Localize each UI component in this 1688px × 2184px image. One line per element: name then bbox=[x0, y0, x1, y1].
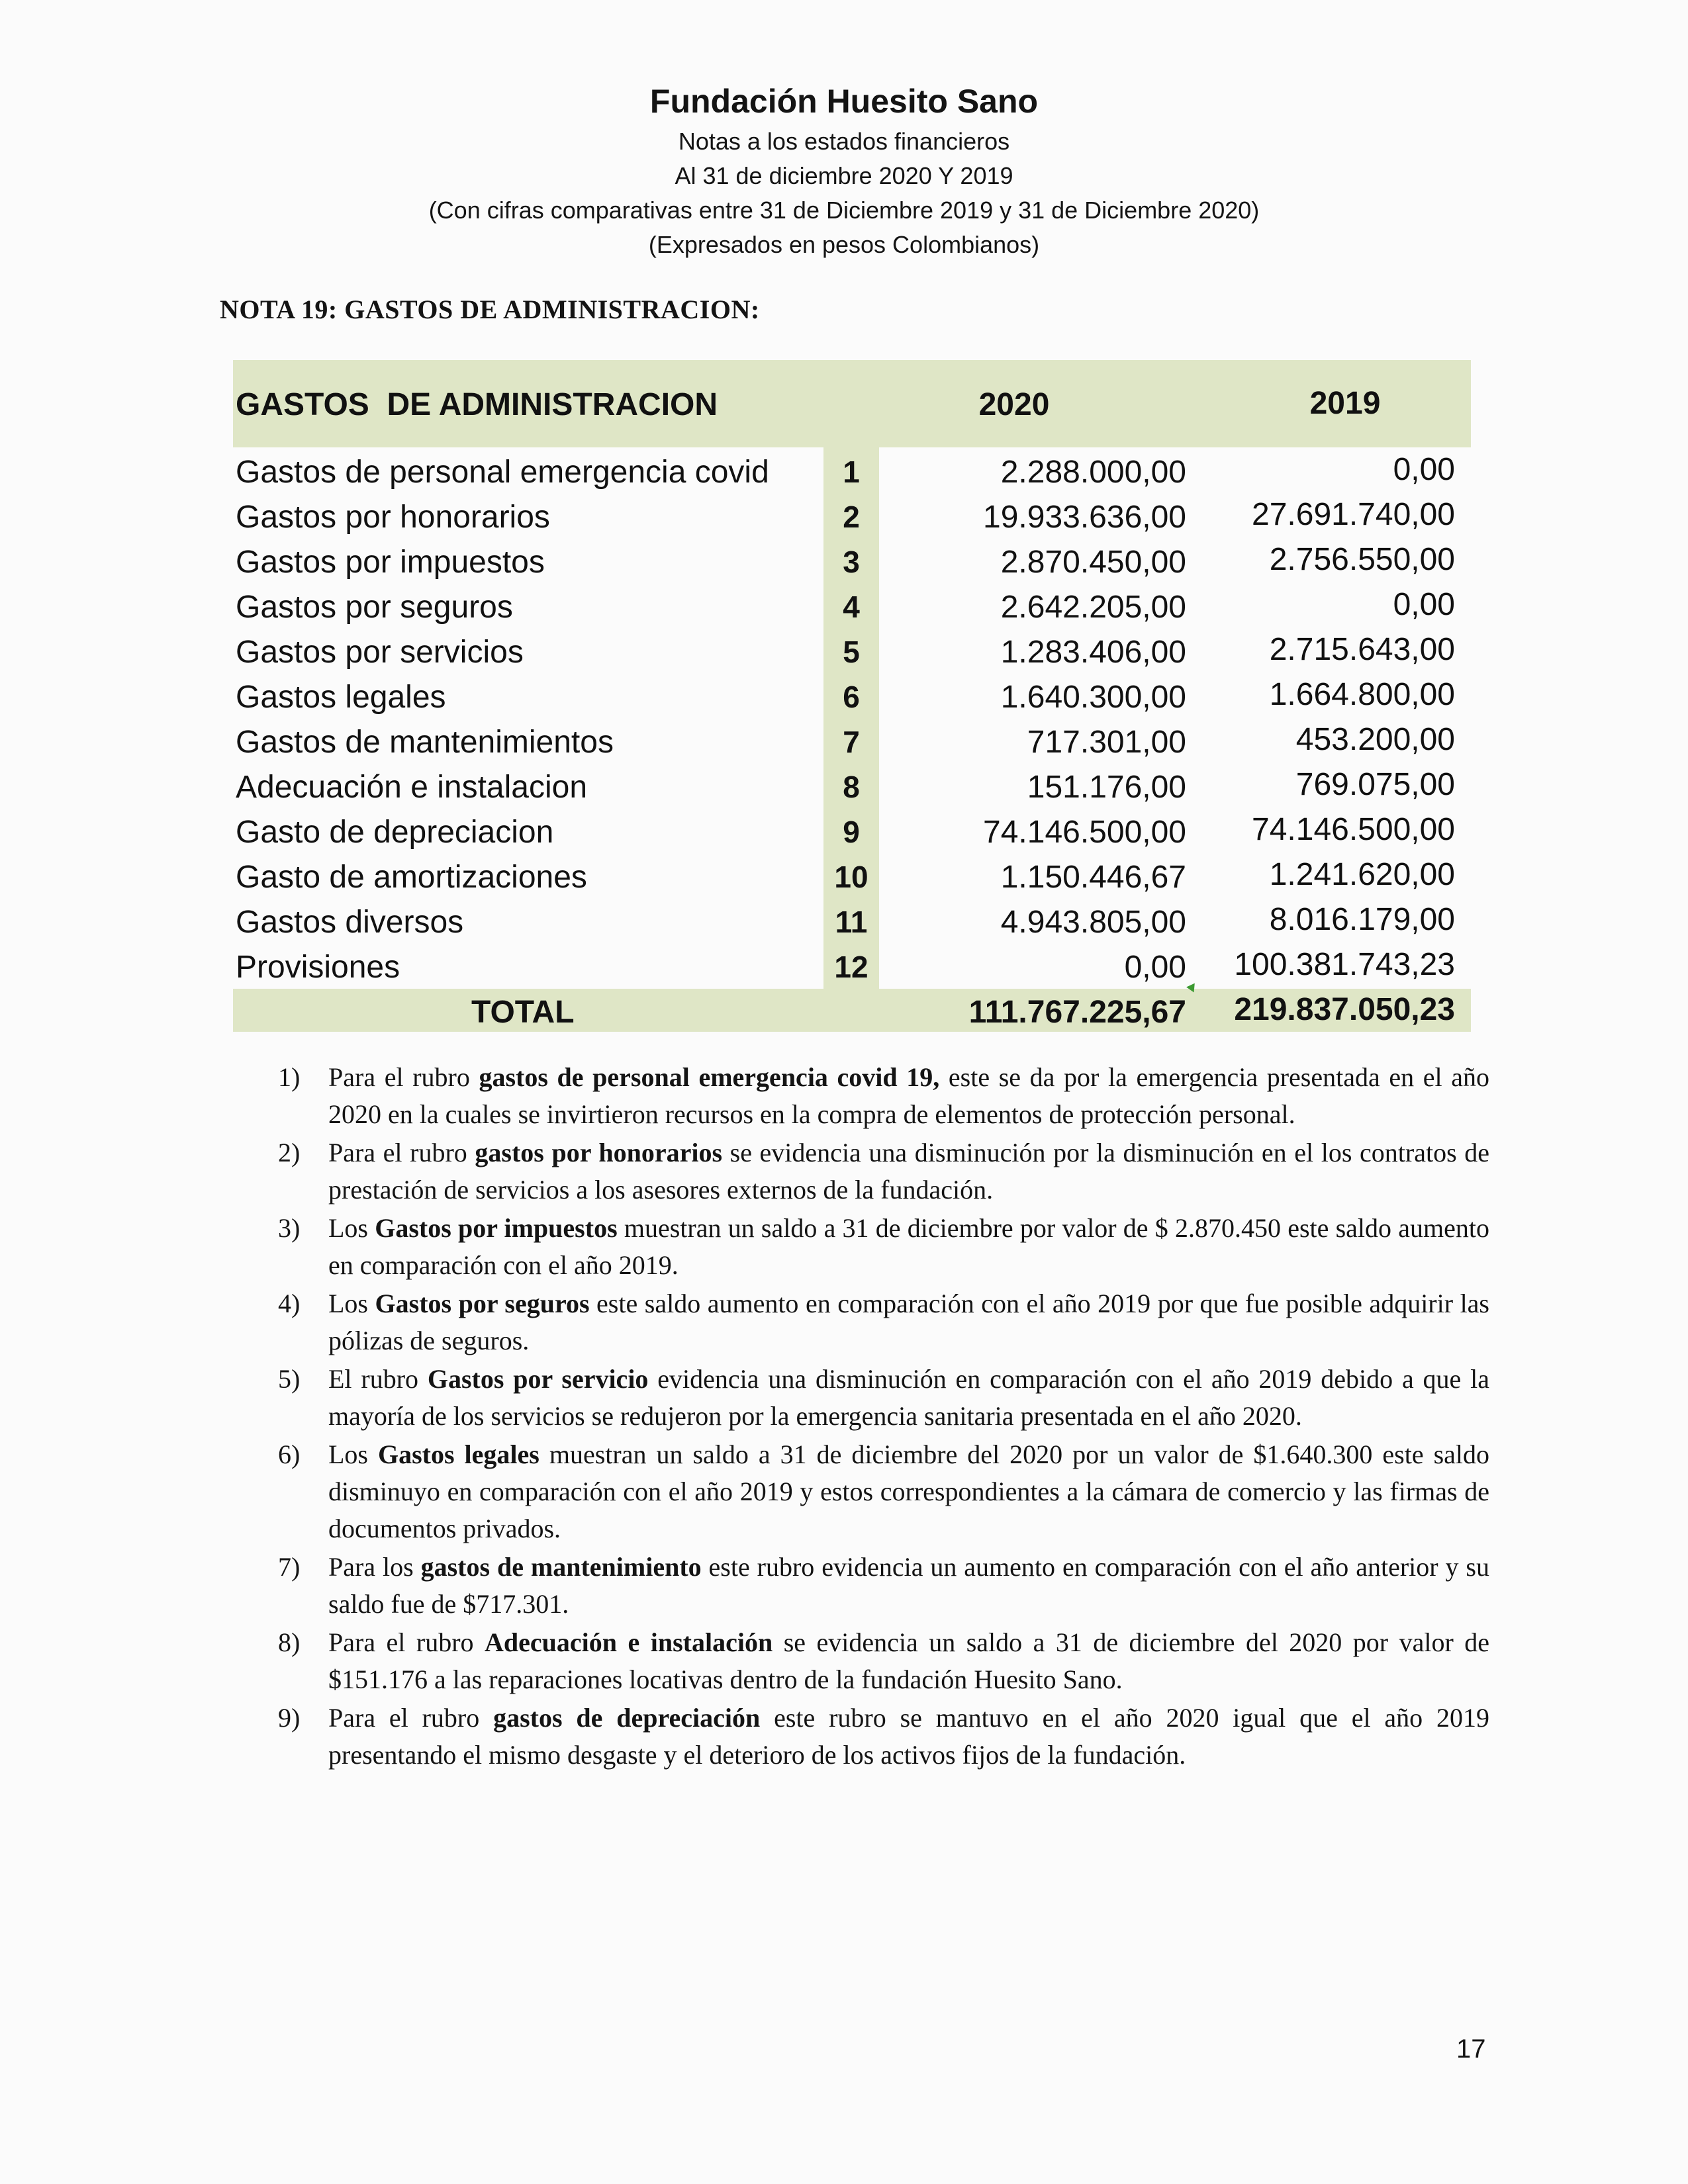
row-value-2020: 1.150.446,67 bbox=[1000, 860, 1186, 895]
table-header-label: GASTOS DE ADMINISTRACION bbox=[236, 387, 718, 422]
note-text-pre: Para el rubro bbox=[328, 1627, 485, 1657]
row-value-2019: 769.075,00 bbox=[1295, 767, 1455, 802]
row-note-number: 9 bbox=[843, 815, 860, 849]
page-number: 17 bbox=[1456, 2034, 1486, 2064]
total-label: TOTAL bbox=[471, 995, 575, 1030]
note-number: 6) bbox=[278, 1439, 301, 1469]
note-text bbox=[328, 1436, 1489, 1547]
row-note-number: 11 bbox=[835, 905, 868, 939]
row-value-2020: 1.283.406,00 bbox=[1000, 635, 1186, 670]
note-number: 1) bbox=[278, 1062, 301, 1092]
note-text bbox=[328, 1624, 1489, 1698]
note-text-pre: Para el rubro bbox=[328, 1062, 479, 1092]
note-text-pre: Los bbox=[328, 1289, 375, 1318]
table-row bbox=[233, 852, 1471, 896]
row-value-2020: 4.943.805,00 bbox=[1000, 905, 1186, 940]
row-value-2019: 1.664.800,00 bbox=[1269, 677, 1455, 712]
row-value-2019: 453.200,00 bbox=[1295, 722, 1455, 757]
row-value-2019: 8.016.179,00 bbox=[1269, 902, 1455, 937]
note-text bbox=[328, 1700, 1489, 1774]
row-value-2020: 151.176,00 bbox=[1027, 770, 1186, 805]
note-text-pre: Los bbox=[328, 1439, 378, 1469]
row-value-2019: 100.381.743,23 bbox=[1234, 947, 1455, 982]
organization-title: Fundación Huesito Sano bbox=[649, 83, 1039, 120]
note-number: 2) bbox=[278, 1138, 301, 1167]
header-subtitle: Notas a los estados financieros bbox=[678, 128, 1010, 155]
table-header bbox=[233, 360, 1471, 447]
note-text-post: muestran un saldo a 31 de diciembre del 2020 por un valor de $1.640.300 este saldo disminuyo en comparación con el año 2019 y estos correspondientes a la cámara de comercio y las firmas de documentos privados. bbox=[328, 1439, 1490, 1543]
row-label: Provisiones bbox=[236, 950, 400, 985]
row-note-number: 5 bbox=[843, 635, 860, 669]
note-text-pre: Los bbox=[328, 1213, 375, 1243]
header-date: Al 31 de diciembre 2020 Y 2019 bbox=[675, 162, 1013, 189]
row-label: Gasto de depreciacion bbox=[236, 815, 554, 850]
notes-list bbox=[278, 1059, 1489, 1775]
table-row bbox=[233, 762, 1471, 806]
note-number: 9) bbox=[278, 1703, 301, 1733]
table-header-2020: 2020 bbox=[978, 387, 1050, 422]
note-text-bold: gastos de personal emergencia covid 19, bbox=[479, 1062, 940, 1092]
document-header bbox=[0, 78, 1688, 262]
row-note-number: 2 bbox=[843, 500, 860, 534]
note-text-bold: Adecuación e instalación bbox=[485, 1627, 773, 1657]
header-comparative-note: (Con cifras comparativas entre 31 de Diciembre 2019 y 31 de Diciembre 2020) bbox=[428, 197, 1260, 224]
note-text-post: este se da por la emergencia presentada en el año 2020 en la cuales se invirtieron recursos en la compra de elementos de protección personal. bbox=[328, 1062, 1489, 1129]
note-text-post: muestran un saldo a 31 de diciembre por valor de $ 2.870.450 este saldo aumento en comparación con el año 2019. bbox=[328, 1213, 1489, 1280]
row-note-number: 7 bbox=[843, 725, 860, 759]
row-value-2020: 2.642.205,00 bbox=[1000, 590, 1186, 625]
total-value-2019: 219.837.050,23 bbox=[1234, 992, 1455, 1027]
table-row bbox=[233, 627, 1471, 671]
header-currency-note: (Expresados en pesos Colombianos) bbox=[648, 231, 1040, 258]
note-item bbox=[278, 1361, 1489, 1435]
row-note-number: 12 bbox=[834, 950, 868, 984]
note-item bbox=[278, 1059, 1489, 1133]
row-value-2019: 2.715.643,00 bbox=[1269, 632, 1455, 667]
row-value-2020: 74.146.500,00 bbox=[983, 815, 1186, 850]
note-number: 5) bbox=[278, 1364, 301, 1394]
total-value-2020: 111.767.225,67 bbox=[968, 995, 1186, 1030]
table-row bbox=[233, 447, 1471, 491]
row-label: Gasto de amortizaciones bbox=[236, 860, 587, 895]
row-value-2019: 74.146.500,00 bbox=[1252, 812, 1455, 847]
table-total-row bbox=[233, 989, 1471, 1032]
note-item bbox=[278, 1549, 1489, 1623]
row-value-2020: 2.288.000,00 bbox=[1000, 455, 1186, 490]
note-text-pre: Para el rubro bbox=[328, 1703, 494, 1733]
note-text bbox=[328, 1059, 1489, 1133]
table-row bbox=[233, 942, 1471, 986]
note-text-post: evidencia una disminución en comparación con el año 2019 debido a que la mayoría de los servicios se redujeron por la emergencia sanitaria presentada en el año 2020. bbox=[328, 1364, 1490, 1431]
note-item bbox=[278, 1624, 1489, 1698]
note-text bbox=[328, 1210, 1489, 1284]
row-note-number: 6 bbox=[843, 680, 860, 714]
table-header-2019: 2019 bbox=[1309, 386, 1381, 421]
table-row bbox=[233, 672, 1471, 716]
note-item bbox=[278, 1210, 1489, 1284]
note-item bbox=[278, 1285, 1489, 1359]
note-text-bold: Gastos por seguros bbox=[375, 1289, 590, 1318]
row-value-2019: 0,00 bbox=[1393, 452, 1455, 487]
row-value-2020: 1.640.300,00 bbox=[1000, 680, 1186, 715]
table-row bbox=[233, 897, 1471, 941]
row-label: Gastos por impuestos bbox=[236, 545, 545, 580]
row-value-2019: 0,00 bbox=[1393, 587, 1455, 622]
note-item bbox=[278, 1700, 1489, 1774]
row-label: Gastos por servicios bbox=[236, 635, 524, 670]
table-row bbox=[233, 717, 1471, 761]
row-note-number: 3 bbox=[843, 545, 860, 579]
row-label: Gastos diversos bbox=[236, 905, 464, 940]
row-note-number: 1 bbox=[843, 455, 860, 489]
note-text-bold: gastos por honorarios bbox=[475, 1138, 723, 1167]
note-text-post: este saldo aumento en comparación con el año 2019 por que fue posible adquirir las pólizas de seguros. bbox=[328, 1289, 1489, 1355]
note-text-post: este rubro evidencia un aumento en comparación con el año anterior y su saldo fue de $717.301. bbox=[328, 1552, 1489, 1619]
note-text-bold: gastos de mantenimiento bbox=[420, 1552, 702, 1582]
row-label: Gastos de mantenimientos bbox=[236, 725, 614, 760]
note-text-bold: gastos de depreciación bbox=[493, 1703, 761, 1733]
note-number: 3) bbox=[278, 1213, 301, 1243]
note-text-post: se evidencia una disminución por la disminución en el los contratos de prestación de servicios a los asesores externos de la fundación. bbox=[328, 1138, 1489, 1205]
note-text-bold: Gastos por impuestos bbox=[375, 1213, 618, 1243]
note-text bbox=[328, 1361, 1489, 1435]
row-value-2020: 717.301,00 bbox=[1027, 725, 1186, 760]
row-label: Gastos por seguros bbox=[236, 590, 513, 625]
row-note-number: 8 bbox=[843, 770, 860, 804]
note-text-pre: Para los bbox=[328, 1552, 421, 1582]
table-row bbox=[233, 537, 1471, 581]
admin-expenses-table bbox=[233, 360, 1471, 1032]
row-label: Gastos legales bbox=[236, 680, 446, 715]
row-value-2020: 19.933.636,00 bbox=[983, 500, 1186, 535]
row-label: Adecuación e instalacion bbox=[236, 770, 588, 805]
section-title: NOTA 19: GASTOS DE ADMINISTRACION: bbox=[220, 295, 760, 324]
note-text-bold: Gastos legales bbox=[378, 1439, 539, 1469]
note-number: 8) bbox=[278, 1627, 301, 1657]
row-value-2019: 27.691.740,00 bbox=[1252, 497, 1455, 532]
row-value-2019: 1.241.620,00 bbox=[1269, 857, 1455, 892]
table-row bbox=[233, 492, 1471, 536]
note-text-bold: Gastos por servicio bbox=[427, 1364, 649, 1394]
note-text-post: se evidencia un saldo a 31 de diciembre del 2020 por valor de $151.176 a las reparaciones locativas dentro de la fundación Huesito Sano. bbox=[328, 1627, 1489, 1694]
note-item bbox=[278, 1134, 1489, 1208]
note-text bbox=[328, 1549, 1489, 1623]
row-value-2019: 2.756.550,00 bbox=[1269, 542, 1455, 577]
note-item bbox=[278, 1436, 1489, 1547]
row-label: Gastos por honorarios bbox=[236, 500, 550, 535]
note-text-pre: El rubro bbox=[328, 1364, 428, 1394]
row-note-number: 4 bbox=[843, 590, 860, 624]
note-text bbox=[328, 1285, 1489, 1359]
note-number: 4) bbox=[278, 1289, 301, 1318]
row-label: Gastos de personal emergencia covid bbox=[236, 455, 769, 490]
note-text-pre: Para el rubro bbox=[328, 1138, 475, 1167]
note-text bbox=[328, 1134, 1489, 1208]
table-row bbox=[233, 582, 1471, 626]
row-value-2020: 2.870.450,00 bbox=[1000, 545, 1186, 580]
row-value-2020: 0,00 bbox=[1124, 950, 1186, 985]
note-number: 7) bbox=[278, 1552, 301, 1582]
note-text-post: este rubro se mantuvo en el año 2020 igual que el año 2019 presentando el mismo desgaste y el deterioro de los activos fijos de la fundación. bbox=[328, 1703, 1489, 1770]
table-row bbox=[233, 807, 1471, 851]
row-note-number: 10 bbox=[834, 860, 868, 894]
